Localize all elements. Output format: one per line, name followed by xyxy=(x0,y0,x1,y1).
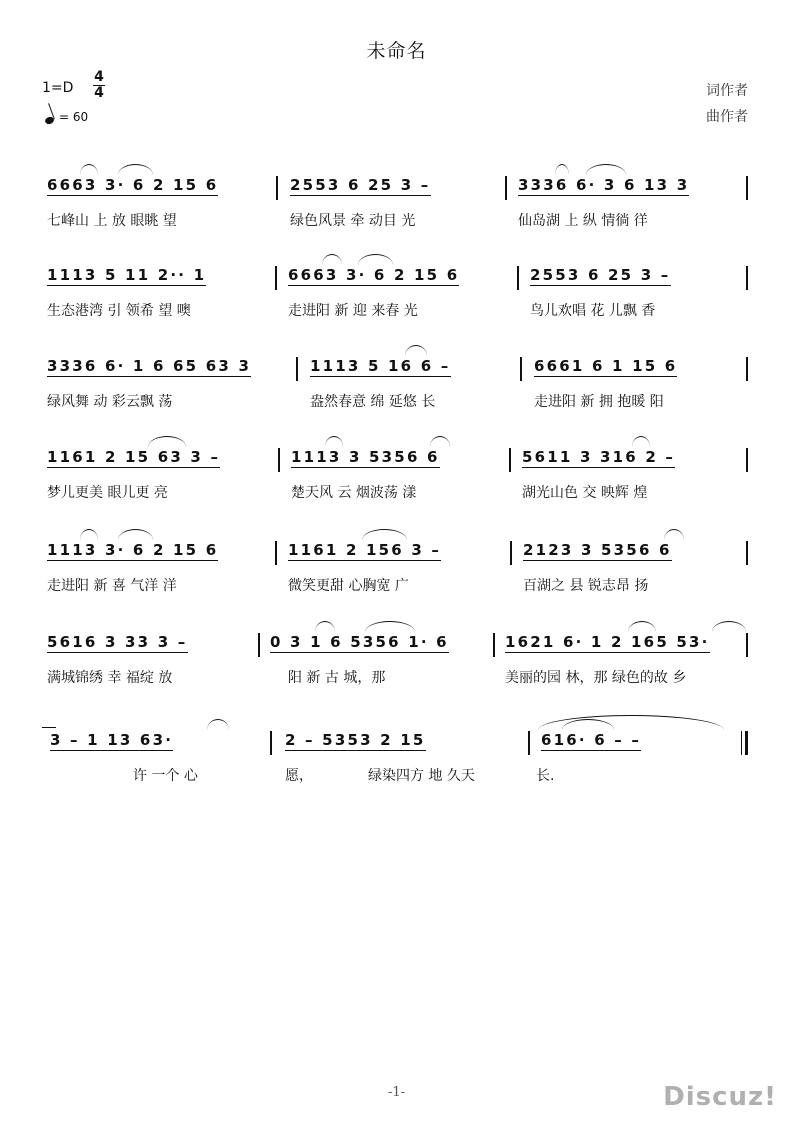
tempo-marking xyxy=(45,110,88,124)
slur xyxy=(207,719,229,730)
slur xyxy=(315,621,335,632)
barline xyxy=(275,541,277,565)
barline xyxy=(746,633,748,657)
lyrics-7-4: 长. xyxy=(536,768,555,784)
barline xyxy=(746,357,748,381)
barline xyxy=(517,266,519,290)
barline xyxy=(746,266,748,290)
barline xyxy=(746,176,748,200)
page-number: -1- xyxy=(387,1085,406,1100)
barline xyxy=(258,633,260,657)
measure-7-3: 616· 6 – – xyxy=(541,731,642,749)
lyrics-7-3: 绿染四方 地 久天 xyxy=(368,768,475,784)
measure-3-3: 6661 6 1 15 6 xyxy=(534,357,678,375)
key-signature: 1=D xyxy=(42,80,74,96)
slur xyxy=(118,164,153,175)
measure-3-2: 1113 5 16 6 – xyxy=(310,357,451,375)
score-line-2 xyxy=(0,266,793,336)
lyrics-3-3: 走进阳 新 拥 抱暖 阳 xyxy=(534,394,664,410)
final-barline xyxy=(741,731,748,755)
measure-5-1: 1113 3· 6 2 15 6 xyxy=(47,541,219,559)
slur xyxy=(118,529,153,540)
slur xyxy=(632,436,650,447)
lyrics-5-2: 微笑更甜 心胸宽 广 xyxy=(288,578,409,594)
barline xyxy=(505,176,507,200)
lyrics-2-1: 生态港湾 引 领希 望 噢 xyxy=(47,303,191,319)
measure-6-1: 5616 3 33 3 – xyxy=(47,633,188,651)
time-signature xyxy=(92,70,106,101)
score-line-6 xyxy=(0,633,793,703)
slur xyxy=(322,254,342,265)
lyrics-7-1: 许 一个 心 xyxy=(133,768,198,784)
lyrics-1-2: 绿色风景 牵 动目 光 xyxy=(290,213,416,229)
measure-7-2: 2 – 5353 2 15 xyxy=(285,731,426,749)
lyrics-1-1: 七峰山 上 放 眼眺 望 xyxy=(47,213,177,229)
slur xyxy=(586,164,626,175)
measure-7-1: 3 – 1 13 63· xyxy=(50,731,174,749)
lyrics-2-2: 走进阳 新 迎 来春 光 xyxy=(288,303,418,319)
barline xyxy=(528,731,530,755)
slur xyxy=(80,529,98,540)
lyrics-6-1: 满城锦绣 幸 福绽 放 xyxy=(47,670,173,686)
measure-4-3: 5611 3 316 2 – xyxy=(522,448,676,466)
barline xyxy=(270,731,272,755)
measure-2-1: 1113 5 11 2·· 1 xyxy=(47,266,207,284)
slur xyxy=(555,164,569,175)
measure-6-2: 0 3 1 6 5356 1· 6 xyxy=(270,633,449,651)
measure-3-1: 3336 6· 1 6 65 63 3 xyxy=(47,357,252,375)
score-line-7 xyxy=(0,731,793,801)
barline xyxy=(520,357,522,381)
barline xyxy=(296,357,298,381)
measure-6-3: 1621 6· 1 2 165 53· xyxy=(505,633,710,651)
score-line-1 xyxy=(0,176,793,246)
slur xyxy=(430,436,450,447)
page-title: 未命名 xyxy=(366,40,427,62)
slur xyxy=(664,529,684,540)
lyrics-3-2: 盎然春意 绵 延悠 长 xyxy=(310,394,436,410)
slur xyxy=(405,345,427,356)
measure-5-2: 1161 2 156 3 – xyxy=(288,541,442,559)
lyrics-4-3: 湖光山色 交 映辉 煌 xyxy=(522,485,648,501)
measure-2-3: 2553 6 25 3 – xyxy=(530,266,671,284)
composer: 曲作者 xyxy=(706,109,748,125)
lyrics-4-1: 梦儿更美 眼儿更 亮 xyxy=(47,485,168,501)
quarter-note-icon xyxy=(44,116,55,126)
lyrics-5-3: 百湖之 县 锐志昂 扬 xyxy=(523,578,649,594)
measure-1-1: 6663 3· 6 2 15 6 xyxy=(47,176,219,194)
barline xyxy=(509,448,511,472)
barline xyxy=(746,448,748,472)
lyricist: 词作者 xyxy=(706,83,748,99)
slur xyxy=(80,164,98,175)
measure-1-3: 3336 6· 3 6 13 3 xyxy=(518,176,690,194)
tie xyxy=(42,717,56,728)
measure-2-2: 6663 3· 6 2 15 6 xyxy=(288,266,460,284)
lyrics-3-1: 绿风舞 动 彩云飘 荡 xyxy=(47,394,173,410)
barline xyxy=(746,541,748,565)
score-line-4 xyxy=(0,448,793,518)
measure-4-2: 1113 3 5356 6 xyxy=(291,448,440,466)
barline xyxy=(275,266,277,290)
score-line-5 xyxy=(0,541,793,611)
barline xyxy=(493,633,495,657)
lyrics-5-1: 走进阳 新 喜 气洋 洋 xyxy=(47,578,177,594)
lyrics-6-3: 美丽的园 林，那 绿色的故 乡 xyxy=(505,670,687,686)
slur xyxy=(628,621,656,632)
measure-1-2: 2553 6 25 3 – xyxy=(290,176,431,194)
lyrics-1-3: 仙岛湖 上 纵 情徜 徉 xyxy=(518,213,648,229)
lyrics-6-2: 阳 新 古 城，那 xyxy=(288,670,386,686)
slur xyxy=(148,436,186,447)
time-signature-bottom: 4 xyxy=(94,85,104,101)
slur xyxy=(712,621,746,632)
measure-5-3: 2123 3 5356 6 xyxy=(523,541,672,559)
score-line-3 xyxy=(0,357,793,427)
lyrics-4-2: 楚天风 云 烟波荡 漾 xyxy=(291,485,417,501)
barline xyxy=(276,176,278,200)
slur xyxy=(365,621,415,632)
barline xyxy=(278,448,280,472)
slur xyxy=(362,529,407,540)
tempo-value: = 60 xyxy=(59,110,89,124)
slur xyxy=(325,436,343,447)
measure-4-1: 1161 2 15 63 3 – xyxy=(47,448,221,466)
lyrics-7-2: 愿， xyxy=(285,768,313,784)
watermark-logo: Discuz! xyxy=(663,1082,777,1112)
time-signature-top: 4 xyxy=(94,69,104,85)
lyrics-2-3: 鸟儿欢唱 花 儿飘 香 xyxy=(530,303,656,319)
slur xyxy=(358,254,393,265)
barline xyxy=(510,541,512,565)
